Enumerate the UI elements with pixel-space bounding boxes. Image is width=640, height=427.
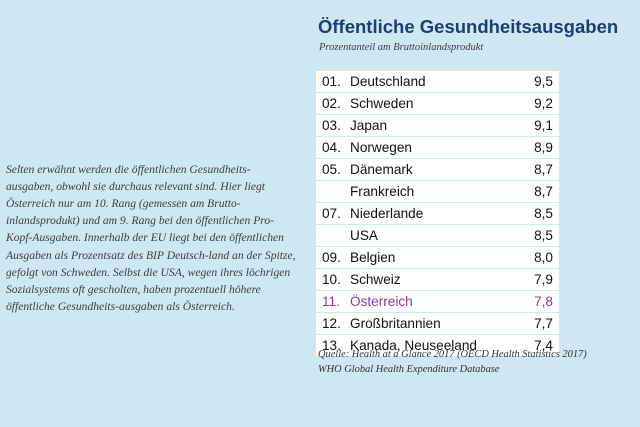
country-name: Schweden [350, 96, 414, 111]
rank-number: 09. [322, 250, 341, 265]
rank-number: 01. [322, 74, 341, 89]
table-title: Öffentliche Gesundheitsausgaben [318, 16, 619, 37]
source-note [318, 347, 628, 377]
ranking-row [316, 225, 559, 247]
source-line: Quelle: Health at a Glance 2017 (OECD Health Statistics 2017) [318, 349, 587, 360]
ranking-row [316, 93, 559, 115]
ranking-row [316, 115, 559, 137]
ranking-row [316, 71, 559, 93]
expenditure-value: 8,5 [534, 228, 553, 243]
ranking-row [316, 159, 559, 181]
ranking-row-highlighted [316, 291, 559, 313]
expenditure-value: 7,7 [534, 316, 553, 331]
intro-paragraph: Selten erwähnt werden die öffentlichen Gesundheits-ausgaben, obwohl sie durchaus relevant sind. Hier liegt Österreich nur am 10. Rang (gemessen am Brutto-inlandsprodukt) und am 9. Rang bei den öffentlichen Pro-Kopf-Ausgaben. Innerhalb der EU liegt bei den öffentlichen Ausgaben als Prozentsatz des BIP Deutsch-land an der Spitze, gefolgt von Schweden. Selbst die USA, wegen ihres löchrigen Sozialsystems oft gescholten, haben prozentuell höhere öffentliche Gesundheits-ausgaben als Österreich. [6, 162, 296, 314]
country-name: Großbritannien [350, 316, 441, 331]
country-name: Dänemark [350, 162, 413, 177]
rank-number: 04. [322, 140, 341, 155]
ranking-row [316, 313, 559, 335]
rank-number: 13. [322, 338, 341, 353]
rank-number: 12. [322, 316, 341, 331]
expenditure-value: 8,0 [534, 250, 553, 265]
rank-number: 07. [322, 206, 341, 221]
rank-number: 02. [322, 96, 341, 111]
rank-number: 10. [322, 272, 341, 287]
expenditure-value: 8,7 [534, 162, 553, 177]
expenditure-value: 8,9 [534, 140, 553, 155]
ranking-row [316, 247, 559, 269]
country-name: Frankreich [350, 184, 415, 199]
ranking-row [316, 137, 559, 159]
source-line: WHO Global Health Expenditure Database [318, 364, 500, 375]
country-name: Deutschland [350, 74, 426, 89]
country-name: USA [350, 228, 378, 243]
ranking-table [316, 71, 559, 357]
rank-number: 03. [322, 118, 341, 133]
country-name: Kanada, Neuseeland [350, 338, 477, 353]
country-name: Niederlande [350, 206, 424, 221]
expenditure-value: 7,9 [534, 272, 553, 287]
country-name: Schweiz [350, 272, 401, 287]
expenditure-value: 9,5 [534, 74, 553, 89]
expenditure-value: 7,4 [534, 338, 553, 353]
expenditure-value: 8,5 [534, 206, 553, 221]
ranking-row [316, 203, 559, 225]
expenditure-value: 9,1 [534, 118, 553, 133]
country-name: Belgien [350, 250, 396, 265]
table-subtitle: Prozentanteil am Bruttoinlandsprodukt [319, 42, 484, 53]
country-name: Japan [350, 118, 388, 133]
rank-number: 05. [322, 162, 341, 177]
expenditure-value: 8,7 [534, 184, 553, 199]
country-name: Österreich [350, 294, 413, 309]
expenditure-value: 9,2 [534, 96, 553, 111]
country-name: Norwegen [350, 140, 412, 155]
ranking-row [316, 269, 559, 291]
rank-number: 11. [322, 294, 340, 309]
expenditure-value: 7,8 [534, 294, 553, 309]
ranking-row [316, 181, 559, 203]
